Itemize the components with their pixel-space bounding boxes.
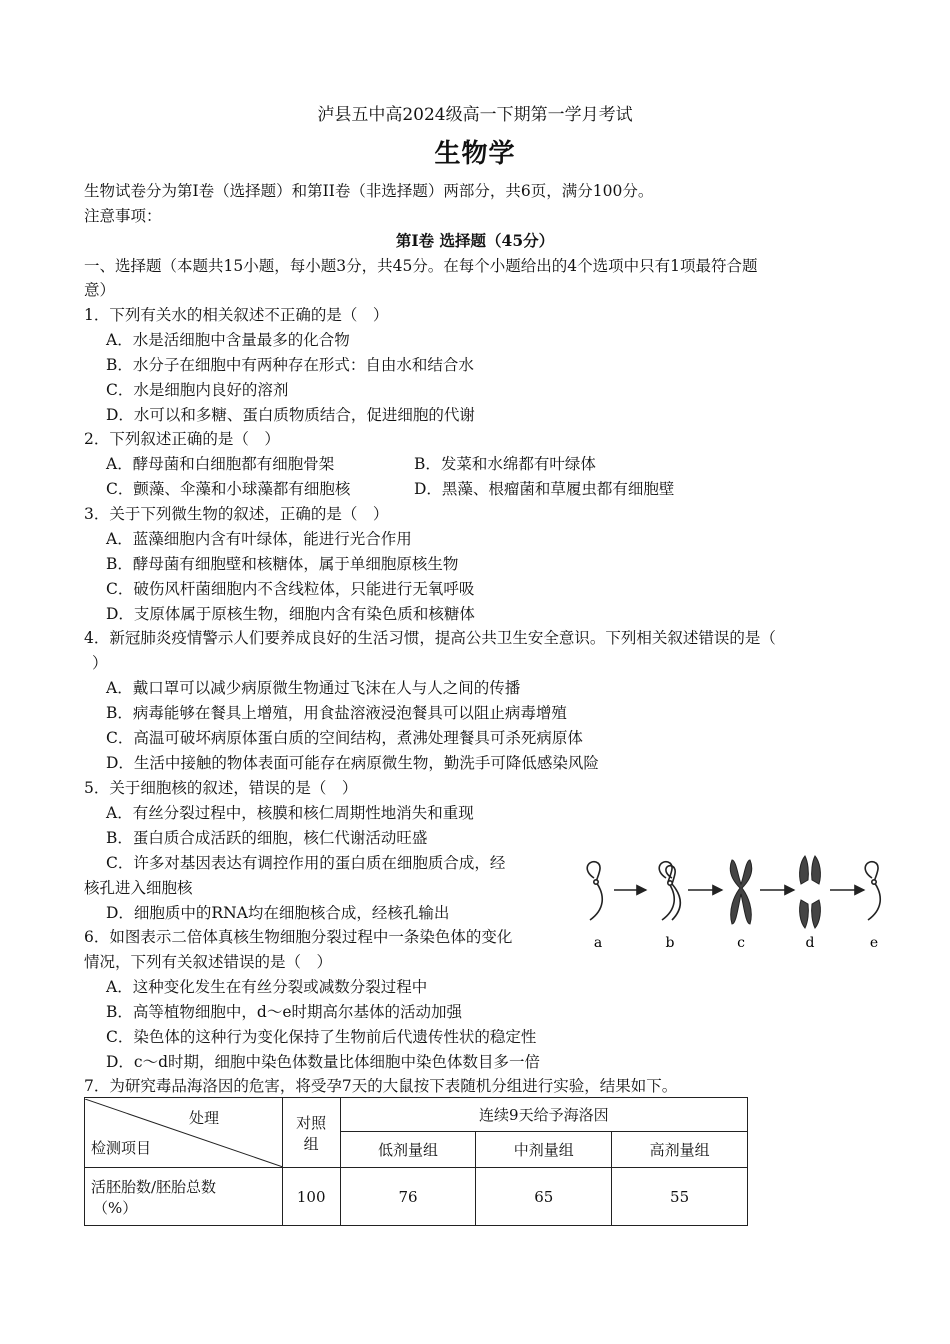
notice-heading: 注意事项：: [84, 207, 162, 225]
q6-option-c: C．染色体的这种行为变化保持了生物前后代遗传性状的稳定性: [106, 1028, 537, 1046]
high-dose-header: 高剂量组: [612, 1132, 748, 1168]
q4-stem: 4．新冠肺炎疫情警示人们要养成良好的生活习惯，提高公共卫生安全意识。下列相关叙述错误的是（: [84, 629, 776, 647]
chromosome-stage-d: [800, 856, 821, 928]
q3-option-c: C．破伤风杆菌细胞内不含线粒体，只能进行无氧呼吸: [106, 580, 475, 598]
intro-line: 生物试卷分为第I卷（选择题）和第II卷（非选择题）两部分，共6页，满分100分。: [84, 182, 654, 200]
q4-option-a: A．戴口罩可以减少病原微生物通过飞沫在人与人之间的传播: [106, 679, 521, 697]
control-group-header: [282, 1098, 340, 1168]
q6-stem: 6．如图表示二倍体真核生物细胞分裂过程中一条染色体的变化: [84, 928, 513, 946]
q6-option-a: A．这种变化发生在有丝分裂或减数分裂过程中: [106, 978, 428, 996]
exam-subtitle: 泸县五中高2024级高一下期第一学月考试: [317, 105, 633, 125]
chromosome-stage-c: [730, 860, 751, 924]
q3-stem: 3．关于下列微生物的叙述，正确的是（ ）: [84, 505, 389, 523]
row-label-line2: （%）: [93, 1198, 138, 1217]
q3-option-b: B．酵母菌有细胞壁和核糖体，属于单细胞原核生物: [106, 555, 459, 573]
q1-stem: 1．下列有关水的相关叙述不正确的是（ ）: [84, 306, 389, 324]
q6-option-d: D．c～d时期，细胞中染色体数量比体细胞中染色体数目多一倍: [106, 1053, 541, 1071]
q5-option-c-cont: 核孔进入细胞核: [84, 879, 193, 897]
q6-stem-cont: 情况，下列有关叙述错误的是（ ）: [84, 953, 333, 971]
control-header-line2: 组: [303, 1134, 319, 1153]
q5-option-b: B．蛋白质合成活跃的细胞，核仁代谢活动旺盛: [106, 829, 428, 847]
control-header-line1: 对照: [296, 1113, 327, 1132]
q1-option-d: D．水可以和多糖、蛋白质物质结合，促进细胞的代谢: [106, 406, 475, 424]
chromosome-stage-a: [587, 862, 602, 920]
control-value: 100: [282, 1168, 340, 1226]
q2-option-c: C．颤藻、伞藻和小球藻都有细胞核: [106, 480, 351, 498]
figure-label-d: d: [805, 935, 815, 951]
q4-option-d: D．生活中接触的物体表面可能存在病原微生物，勤洗手可降低感染风险: [106, 754, 599, 772]
figure-label-b: b: [665, 935, 675, 951]
q7-stem: 7．为研究毒品海洛因的危害，将受孕7天的大鼠按下表随机分组进行实验，结果如下。: [84, 1077, 678, 1095]
chromosome-stage-b: [659, 862, 680, 920]
q5-stem: 5．关于细胞核的叙述，错误的是（ ）: [84, 779, 358, 797]
q4-option-c: C．高温可破坏病原体蛋白质的空间结构，煮沸处理餐具可杀死病原体: [106, 729, 583, 747]
low-dose-value: 76: [340, 1168, 476, 1226]
q3-option-d: D．支原体属于原核生物，细胞内含有染色质和核糖体: [106, 605, 475, 623]
q4-stem-cont: ）: [92, 654, 108, 672]
row-label-cell: [85, 1168, 283, 1226]
q1-option-c: C．水是细胞内良好的溶剂: [106, 381, 289, 399]
section-instructions: 一、选择题（本题共15小题，每小题3分，共45分。在每个小题给出的4个选项中只有1项最符合题: [84, 257, 758, 275]
chromosome-diagram: [580, 848, 890, 953]
figure-label-c: c: [737, 935, 745, 951]
q5-option-a: A．有丝分裂过程中，核膜和核仁周期性地消失和重现: [106, 804, 474, 822]
q5-option-d: D．细胞质中的RNA均在细胞核合成，经核孔输出: [106, 904, 450, 922]
section-title: 第I卷 选择题（45分）: [395, 231, 555, 250]
section-instructions-cont: 意）: [84, 281, 116, 299]
q1-option-a: A．水是活细胞中含量最多的化合物: [106, 331, 350, 349]
q3-option-a: A．蓝藻细胞内含有叶绿体，能进行光合作用: [106, 530, 412, 548]
chromosome-stage-e: [865, 862, 880, 920]
low-dose-header: 低剂量组: [340, 1132, 476, 1168]
heroin-experiment-table: [84, 1097, 748, 1226]
q5-option-c: C．许多对基因表达有调控作用的蛋白质在细胞质合成，经: [106, 854, 506, 872]
high-dose-value: 55: [612, 1168, 748, 1226]
mid-dose-header: 中剂量组: [476, 1132, 612, 1168]
figure-label-a: a: [593, 935, 603, 951]
corner-treatment-label: 处理: [189, 1108, 220, 1127]
q2-option-b: B．发菜和水绵都有叶绿体: [414, 455, 596, 473]
row-label-line1: 活胚胎数/胚胎总数: [91, 1177, 217, 1196]
q2-option-a: A．酵母菌和白细胞都有细胞骨架: [106, 455, 335, 473]
q2-stem: 2．下列叙述正确的是（ ）: [84, 430, 280, 448]
heroin-group-header: 连续9天给予海洛因: [340, 1098, 747, 1132]
q6-option-b: B．高等植物细胞中，d～e时期高尔基体的活动加强: [106, 1003, 462, 1021]
table-corner-cell: [85, 1098, 283, 1168]
q1-option-b: B．水分子在细胞中有两种存在形式：自由水和结合水: [106, 356, 474, 374]
corner-item-label: 检测项目: [91, 1138, 152, 1157]
exam-title: 生物学: [434, 139, 516, 169]
mid-dose-value: 65: [476, 1168, 612, 1226]
figure-label-e: e: [869, 935, 879, 951]
q2-option-d: D．黑藻、根瘤菌和草履虫都有细胞壁: [414, 480, 675, 498]
q4-option-b: B．病毒能够在餐具上增殖，用食盐溶液浸泡餐具可以阻止病毒增殖: [106, 704, 567, 722]
